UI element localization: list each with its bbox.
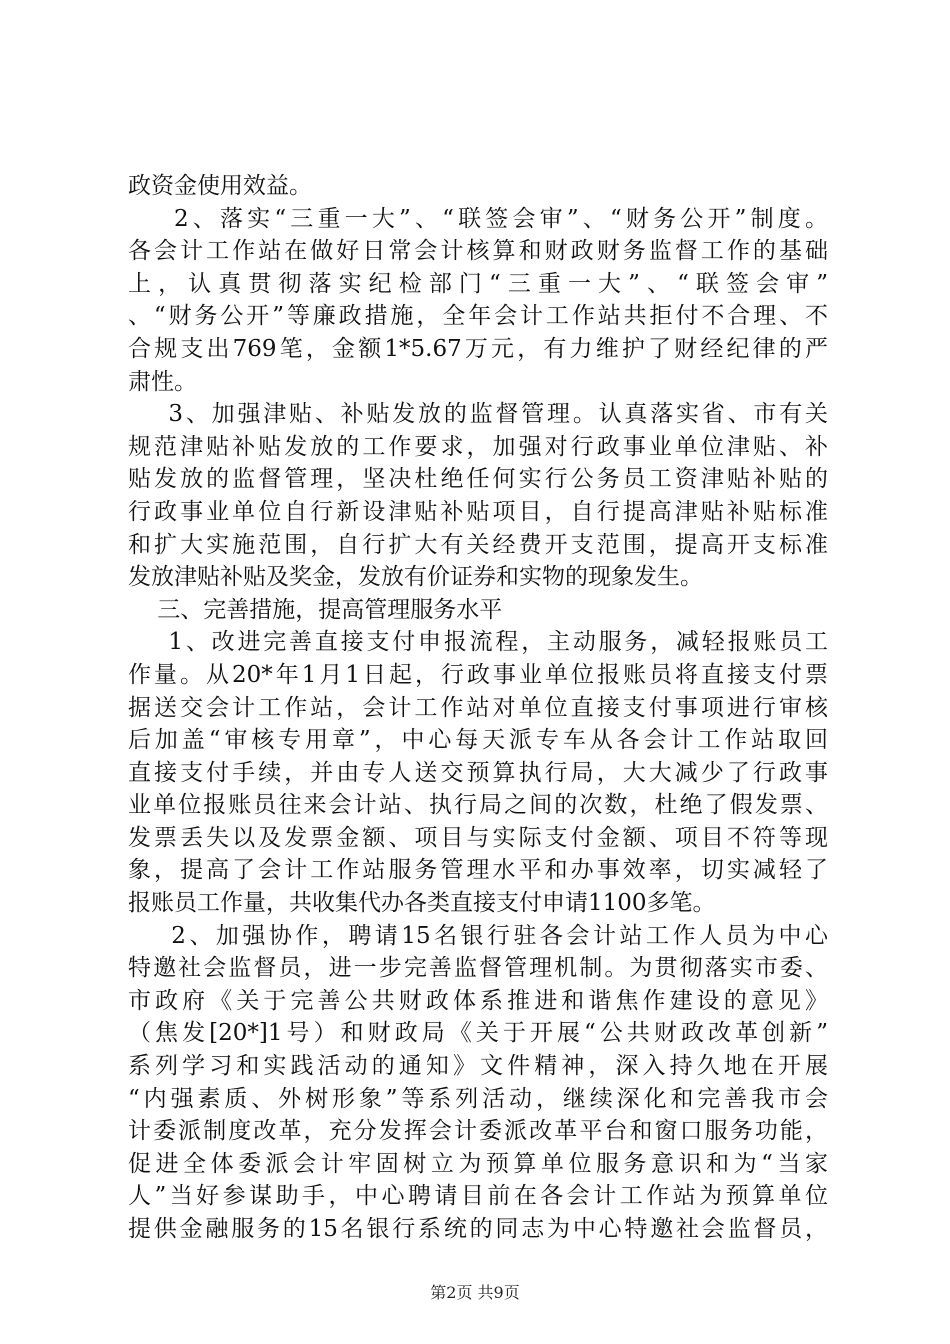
text-line: 、“财务公开”等廉政措施，全年会计工作站共拒付不合理、不	[128, 303, 828, 330]
text-line: 人”当好参谋助手，中心聘请目前在各会计工作站为预算单位	[128, 1183, 828, 1210]
document-body-text	[128, 170, 828, 1246]
text-line: 肃性。	[128, 368, 197, 395]
text-line: （焦发[20*]1号）和财政局《关于开展“公共财政改革创新”	[128, 1020, 828, 1047]
text-line: 贴发放的监督管理，坚决杜绝任何实行公务员工资津贴补贴的	[128, 466, 828, 493]
text-line: 报账员工作量，共收集代办各类直接支付申请1100多笔。	[128, 890, 716, 917]
text-line: 计委派制度改革，充分发挥会计委派改革平台和窗口服务功能，	[128, 1118, 828, 1145]
text-line: 特邀社会监督员，进一步完善监督管理机制。为贯彻落实市委、	[128, 955, 828, 982]
text-line: 3、加强津贴、补贴发放的监督管理。认真落实省、市有关	[128, 401, 828, 428]
text-line: 据送交会计工作站，会计工作站对单位直接支付事项进行审核	[128, 694, 828, 721]
text-line: 直接支付手续，并由专人送交预算执行局，大大减少了行政事	[128, 759, 828, 786]
text-line: 后加盖“审核专用章”，中心每天派专车从各会计工作站取回	[128, 727, 828, 754]
text-line: 2、落实“三重一大”、“联签会审”、“财务公开”制度。	[128, 205, 828, 232]
text-line: 上，认真贯彻落实纪检部门“三重一大”、“联签会审”	[128, 270, 828, 297]
text-line: 提供金融服务的15名银行系统的同志为中心特邀社会监督员，	[128, 1216, 828, 1242]
text-line: 系列学习和实践活动的通知》文件精神，深入持久地在开展	[128, 1053, 828, 1080]
text-line: 作量。从20*年1月1日起，行政事业单位报账员将直接支付票	[128, 661, 828, 688]
text-line: 业单位报账员往来会计站、执行局之间的次数，杜绝了假发票、	[128, 792, 828, 819]
text-line: “内强素质、外树形象”等系列活动，继续深化和完善我市会	[128, 1085, 828, 1112]
text-line: 行政事业单位自行新设津贴补贴项目，自行提高津贴补贴标准	[128, 498, 828, 525]
text-line: 规范津贴补贴发放的工作要求，加强对行政事业单位津贴、补	[128, 433, 828, 460]
text-line: 和扩大实施范围，自行扩大有关经费开支范围，提高开支标准	[128, 531, 828, 558]
text-line: 象，提高了会计工作站服务管理水平和办事效率，切实减轻了	[128, 857, 828, 884]
text-line: 三、完善措施，提高管理服务水平	[128, 596, 503, 623]
text-line: 合规支出769笔，金额1*5.67万元，有力维护了财经纪律的严	[128, 335, 828, 362]
text-line: 政资金使用效益。	[128, 173, 312, 199]
text-line: 促进全体委派会计牢固树立为预算单位服务意识和为“当家	[128, 1150, 828, 1177]
text-line: 1、改进完善直接支付申报流程，主动服务，减轻报账员工	[128, 629, 828, 656]
page-number-footer: 第2页 共9页	[430, 1283, 520, 1302]
text-line: 各会计工作站在做好日常会计核算和财政财务监督工作的基础	[128, 238, 828, 265]
text-line: 发票丢失以及发票金额、项目与实际支付金额、项目不符等现	[128, 824, 828, 851]
text-line: 发放津贴补贴及奖金，发放有价证券和实物的现象发生。	[128, 564, 703, 591]
text-line: 2、加强协作，聘请15名银行驻各会计站工作人员为中心	[128, 922, 828, 949]
text-line: 市政府《关于完善公共财政体系推进和谐焦作建设的意见》	[128, 987, 828, 1014]
